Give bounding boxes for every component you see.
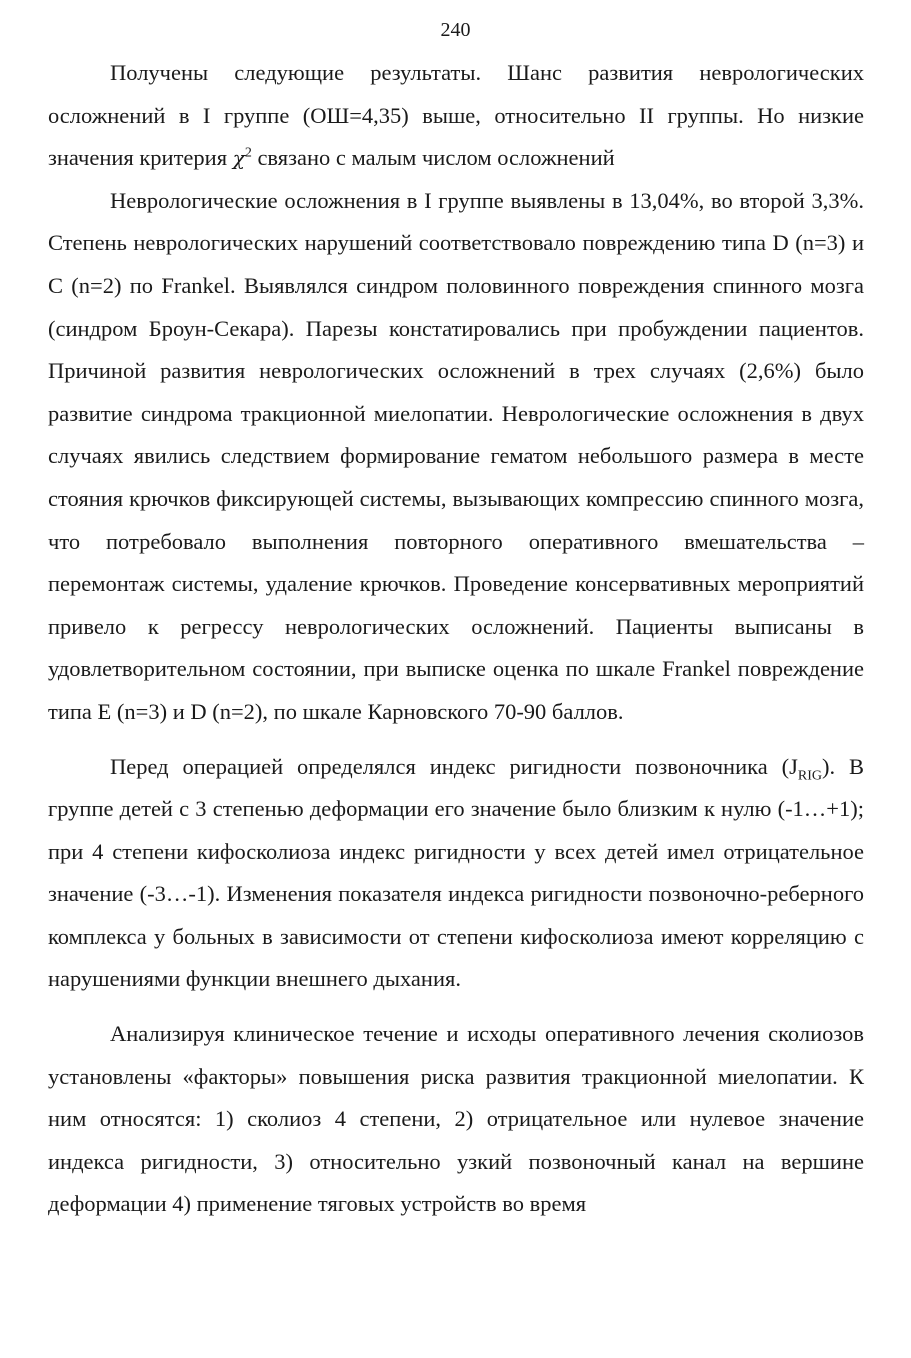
chi-symbol: χ bbox=[232, 146, 245, 171]
rigidity-subscript: RIG bbox=[797, 768, 822, 783]
paragraph-results-text: Получены следующие результаты. Шанс развития неврологических осложнений в I группе (ОШ=4,35) выше, относительно II группы. Но низкие значения критерия bbox=[48, 60, 864, 171]
chi-superscript: 2 bbox=[244, 145, 252, 161]
paragraph-risk-factors: Анализируя клиническое течение и исходы оперативного лечения сколиозов установлены «факторы» повышения риска развития тракционной миелопатии. К ним относятся: 1) сколиоз 4 степени, 2) отрицательное или нулевое значение индекса ригидности, 3) относительно узкий позвоночный канал на вершине деформации 4) применение тяговых устройств во время bbox=[48, 1021, 864, 1217]
paragraph-rigidity-text: Перед операцией определялся индекс ригидности позвоночника (J bbox=[110, 753, 798, 779]
paragraph-rigidity-text-end: ). В группе детей с 3 степенью деформации его значение было близким к нулю (-1…+1); при 4 степени кифосколиоза индекс ригидности у всех детей имел отрицательное значение (-3…-1). Изменения показателя индекса ригидности позвоночно-реберного комплекса у больных в зависимости от степени кифосколиоза имеют корреляцию с нарушениями функции внешнего дыхания. bbox=[48, 753, 865, 992]
paragraph-rigidity-index bbox=[48, 746, 864, 1002]
paragraph-neurological-complications: Неврологические осложнения в I группе выявлены в 13,04%, во второй 3,3%. Степень неврологических нарушений соответствовало повреждению типа D (n=3) и С (n=2) по Frankel. Выявлялся синдром половинного повреждения спинного мозга (синдром Броун-Секара). Парезы констатировались при пробуждении пациентов. Причиной развития неврологических осложнений в трех случаях (2,6%) было развитие синдрома тракционной миелопатии. Неврологические осложнения в двух случаях явились следствием формирование гематом небольшого размера в месте стояния крючков фиксирующей системы, вызывающих компрессию спинного мозга, что потребовало выполнения повторного оперативного вмешательства – перемонтаж системы, удаление крючков. Проведение консервативных мероприятий привело к регрессу неврологических осложнений. Пациенты выписаны в удовлетворительном состоянии, при выписке оценка по шкале Frankel повреждение типа Е (n=3) и D (n=2), по шкале Карновского 70-90 баллов. bbox=[48, 187, 864, 724]
page-number: 240 bbox=[440, 19, 471, 41]
paragraph-results bbox=[48, 52, 864, 180]
paragraph-results-text-end: связано с малым числом осложнений bbox=[251, 145, 615, 171]
body-text bbox=[48, 52, 864, 1226]
